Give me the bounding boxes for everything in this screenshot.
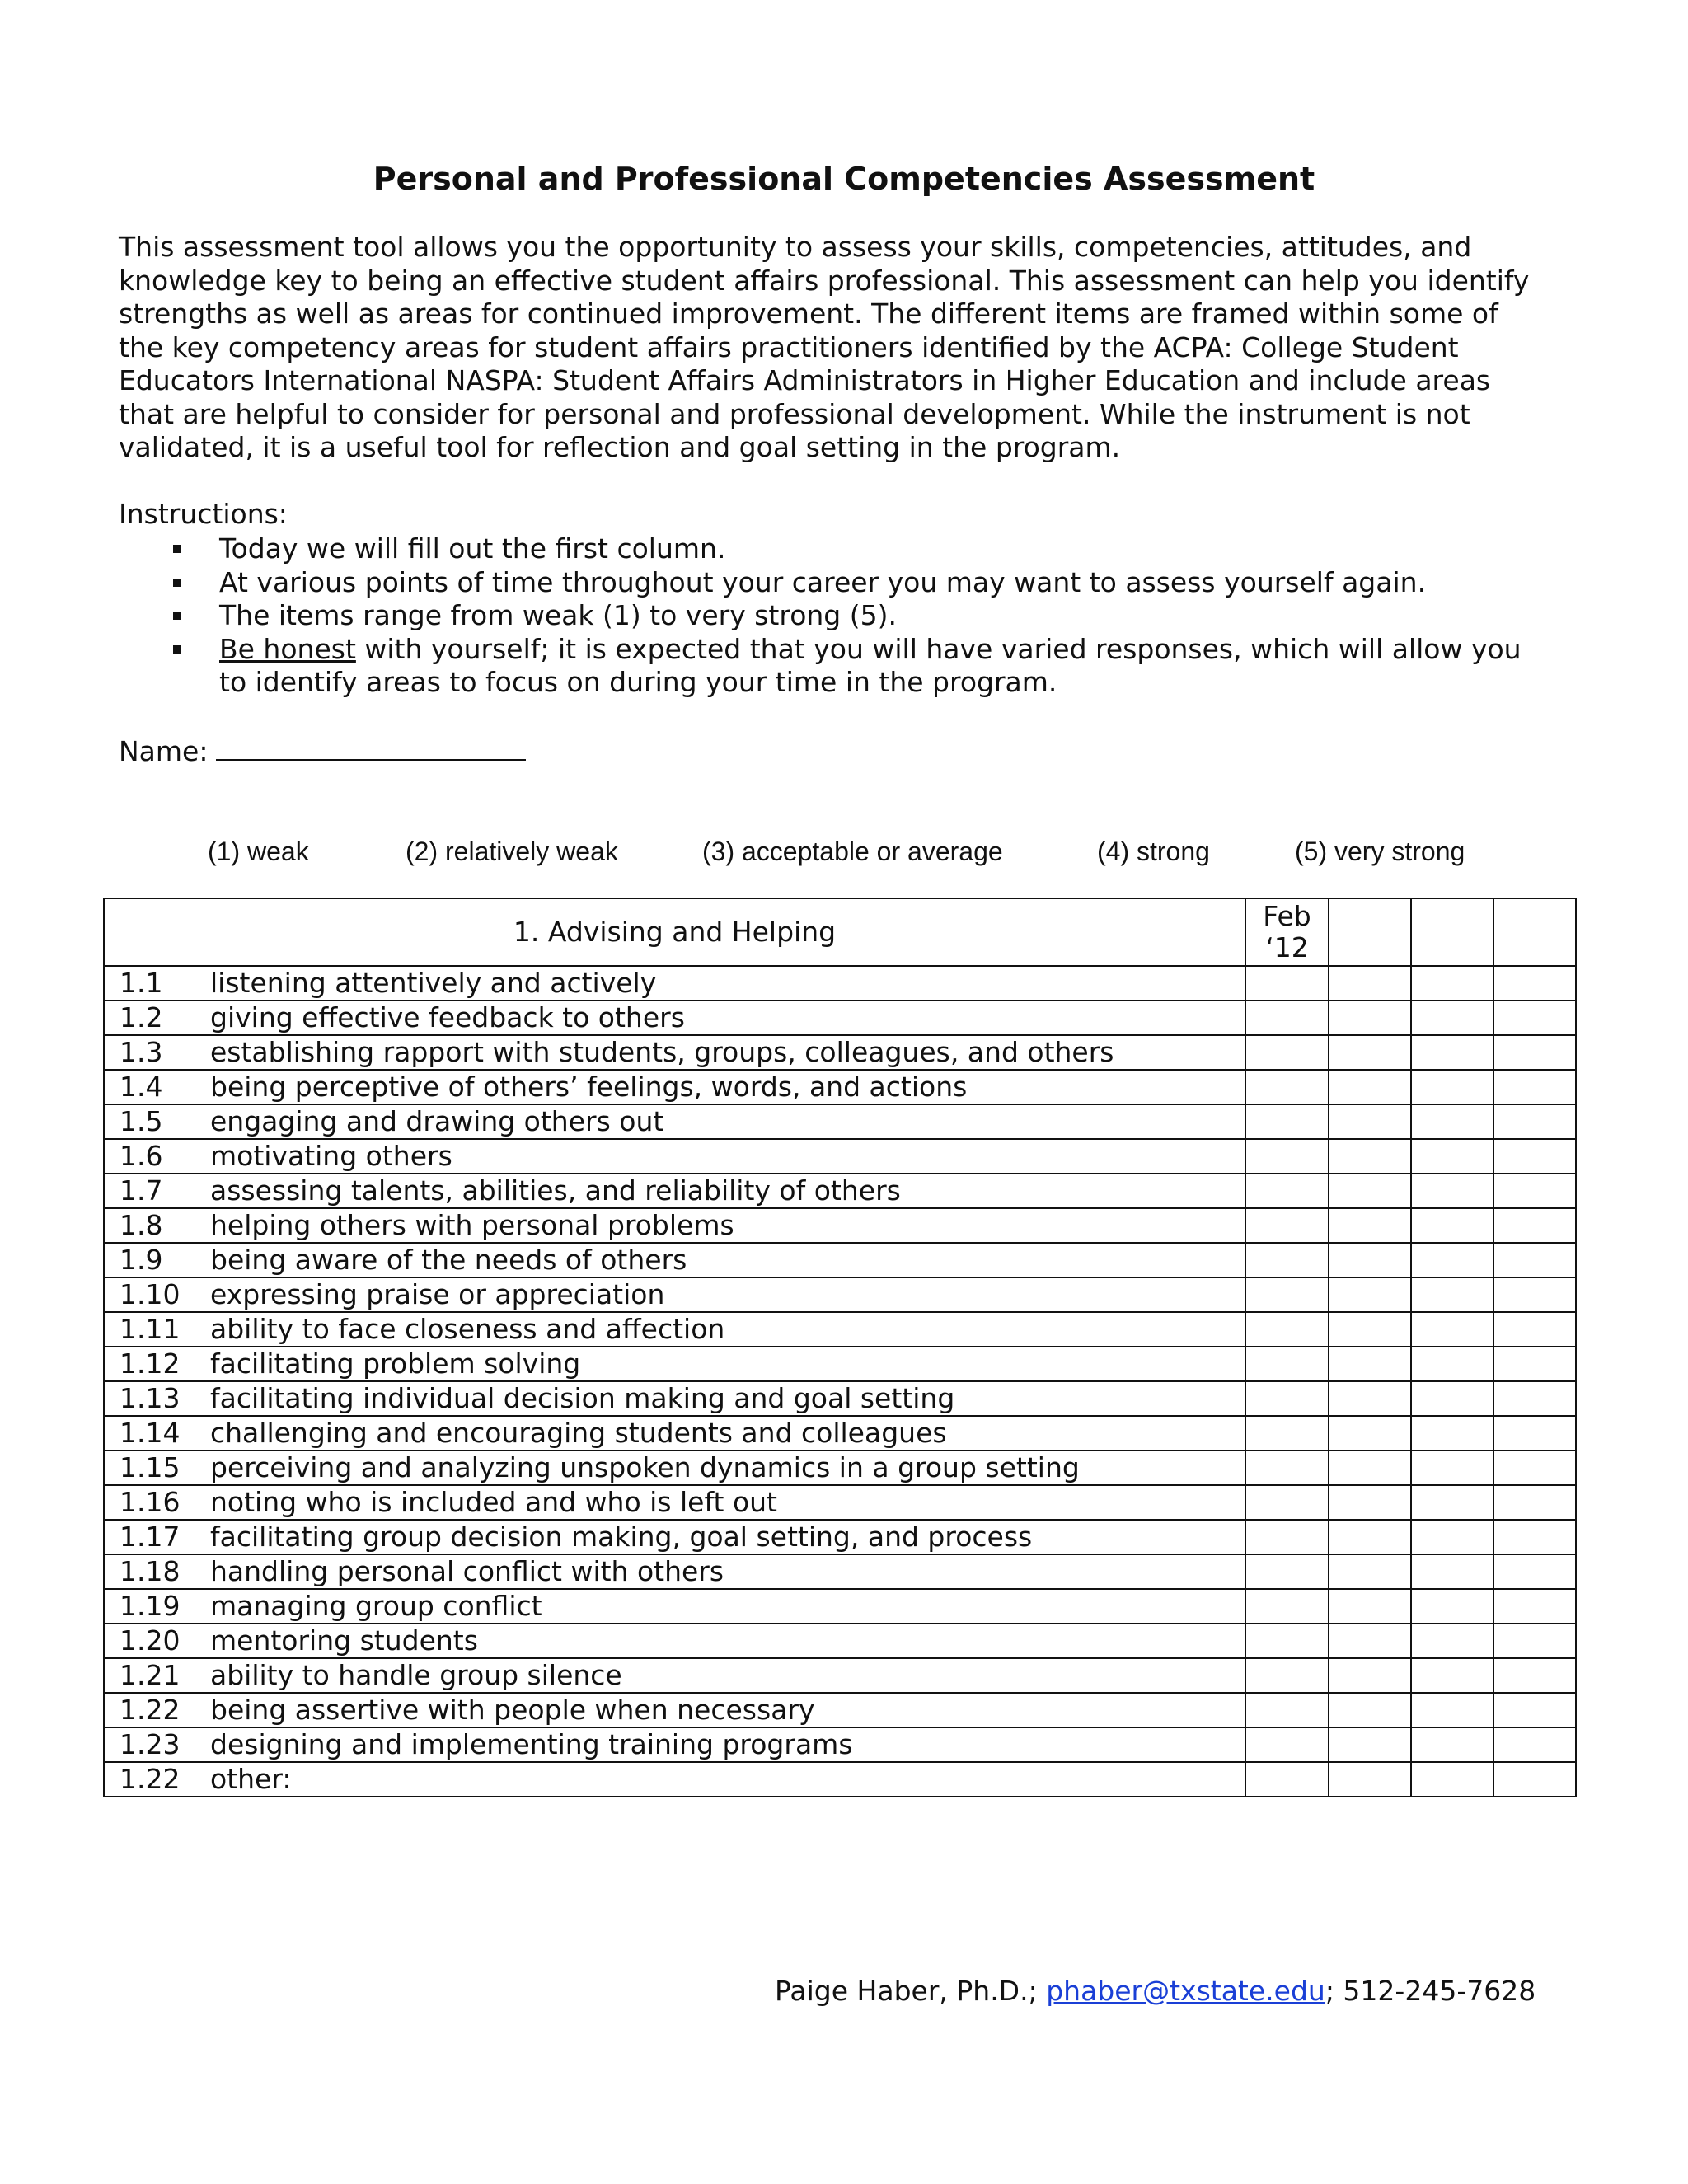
competency-item bbox=[104, 1762, 1245, 1797]
item-text: assessing talents, abilities, and reliability of others bbox=[210, 1174, 901, 1207]
rating-cell[interactable] bbox=[1245, 1589, 1329, 1624]
table-row bbox=[104, 1104, 1576, 1139]
instruction-text-line: to identify areas to focus on during your time in the program. bbox=[219, 666, 1057, 698]
item-number: 1.2 bbox=[120, 1001, 163, 1033]
rating-cell[interactable] bbox=[1245, 1035, 1329, 1070]
rating-cell[interactable] bbox=[1411, 1554, 1493, 1589]
intro-line: validated, it is a useful tool for reflection and goal setting in the program. bbox=[119, 431, 1121, 463]
item-text: listening attentively and actively bbox=[210, 967, 657, 999]
item-text: managing group conflict bbox=[210, 1590, 542, 1622]
instruction-item bbox=[119, 633, 1586, 700]
rating-cell[interactable] bbox=[1329, 1589, 1411, 1624]
section-title: 1. Advising and Helping bbox=[104, 898, 1245, 966]
item-number: 1.20 bbox=[120, 1624, 181, 1657]
item-text: ability to face closeness and affection bbox=[210, 1313, 725, 1345]
date-column-header bbox=[1245, 898, 1329, 966]
table-row bbox=[104, 1277, 1576, 1312]
rating-cell[interactable] bbox=[1493, 1451, 1576, 1485]
item-text: being perceptive of others’ feelings, words, and actions bbox=[210, 1071, 968, 1103]
footer-contact bbox=[775, 1975, 1536, 2008]
rating-cell[interactable] bbox=[1245, 1693, 1329, 1727]
rating-cell[interactable] bbox=[1245, 1174, 1329, 1208]
rating-cell[interactable] bbox=[1329, 1174, 1411, 1208]
square-bullet-icon bbox=[173, 579, 181, 587]
item-number: 1.10 bbox=[120, 1278, 181, 1310]
name-label: Name: bbox=[119, 735, 209, 767]
rating-cell[interactable] bbox=[1411, 1243, 1493, 1277]
rating-cell[interactable] bbox=[1493, 1277, 1576, 1312]
instruction-item bbox=[119, 599, 1586, 633]
instruction-emphasis: Be honest bbox=[219, 632, 356, 665]
rating-cell[interactable] bbox=[1493, 1139, 1576, 1174]
rating-cell[interactable] bbox=[1411, 1624, 1493, 1658]
item-text: handling personal conflict with others bbox=[210, 1555, 724, 1587]
rating-cell[interactable] bbox=[1493, 1243, 1576, 1277]
rating-cell[interactable] bbox=[1411, 1381, 1493, 1416]
competency-item bbox=[104, 1174, 1245, 1208]
item-number: 1.15 bbox=[120, 1451, 181, 1483]
rating-cell[interactable] bbox=[1411, 1693, 1493, 1727]
rating-cell[interactable] bbox=[1329, 1658, 1411, 1693]
scale-label-1: (1) weak bbox=[208, 837, 309, 866]
square-bullet-icon bbox=[173, 645, 181, 654]
competency-table bbox=[103, 898, 1577, 1797]
item-number: 1.8 bbox=[120, 1209, 163, 1241]
rating-cell[interactable] bbox=[1329, 1416, 1411, 1451]
rating-cell[interactable] bbox=[1411, 1104, 1493, 1139]
rating-cell[interactable] bbox=[1329, 1381, 1411, 1416]
assessment-column-header bbox=[1411, 898, 1493, 966]
item-number: 1.9 bbox=[120, 1244, 163, 1276]
rating-cell[interactable] bbox=[1411, 1208, 1493, 1243]
item-number: 1.13 bbox=[120, 1382, 181, 1414]
assessment-column-header bbox=[1493, 898, 1576, 966]
rating-cell[interactable] bbox=[1245, 1520, 1329, 1554]
rating-cell[interactable] bbox=[1329, 1520, 1411, 1554]
square-bullet-icon bbox=[173, 612, 181, 620]
rating-cell[interactable] bbox=[1493, 1104, 1576, 1139]
rating-cell[interactable] bbox=[1411, 1139, 1493, 1174]
item-number: 1.22 bbox=[120, 1694, 181, 1726]
competency-item bbox=[104, 966, 1245, 1001]
item-number: 1.21 bbox=[120, 1659, 181, 1691]
item-number: 1.17 bbox=[120, 1521, 181, 1553]
item-text: mentoring students bbox=[210, 1624, 478, 1657]
rating-cell[interactable] bbox=[1493, 1416, 1576, 1451]
scale-label-2: (2) relatively weak bbox=[406, 837, 618, 866]
rating-cell[interactable] bbox=[1329, 1762, 1411, 1797]
instructions-list bbox=[119, 532, 1586, 700]
assessment-column-header bbox=[1329, 898, 1411, 966]
item-text: facilitating problem solving bbox=[210, 1347, 581, 1380]
item-text: designing and implementing training programs bbox=[210, 1728, 853, 1760]
rating-cell[interactable] bbox=[1245, 1416, 1329, 1451]
page-title: Personal and Professional Competencies Assessment bbox=[373, 161, 1315, 197]
instruction-text: The items range from weak (1) to very strong (5). bbox=[219, 599, 897, 631]
rating-cell[interactable] bbox=[1245, 1624, 1329, 1658]
rating-cell[interactable] bbox=[1245, 1658, 1329, 1693]
rating-cell[interactable] bbox=[1245, 1451, 1329, 1485]
rating-cell[interactable] bbox=[1411, 1762, 1493, 1797]
table-row bbox=[104, 966, 1576, 1001]
item-number: 1.1 bbox=[120, 967, 163, 999]
table-row bbox=[104, 1001, 1576, 1035]
competency-item bbox=[104, 1416, 1245, 1451]
item-number: 1.23 bbox=[120, 1728, 181, 1760]
name-field[interactable] bbox=[119, 734, 526, 768]
rating-cell[interactable] bbox=[1245, 1762, 1329, 1797]
rating-cell[interactable] bbox=[1329, 1347, 1411, 1381]
rating-cell[interactable] bbox=[1329, 1070, 1411, 1104]
table-row bbox=[104, 1243, 1576, 1277]
item-text: facilitating individual decision making and goal setting bbox=[210, 1382, 955, 1414]
square-bullet-icon bbox=[173, 545, 181, 553]
competency-item bbox=[104, 1139, 1245, 1174]
rating-cell[interactable] bbox=[1493, 1208, 1576, 1243]
rating-cell[interactable] bbox=[1329, 1451, 1411, 1485]
rating-cell[interactable] bbox=[1329, 1727, 1411, 1762]
item-number: 1.22 bbox=[120, 1763, 181, 1795]
item-text: noting who is included and who is left out bbox=[210, 1486, 777, 1518]
item-number: 1.18 bbox=[120, 1555, 181, 1587]
rating-cell[interactable] bbox=[1411, 1451, 1493, 1485]
table-row bbox=[104, 1451, 1576, 1485]
item-text: other: bbox=[210, 1763, 292, 1795]
rating-cell[interactable] bbox=[1411, 1035, 1493, 1070]
table-row bbox=[104, 1208, 1576, 1243]
table-row bbox=[104, 1139, 1576, 1174]
table-header-row bbox=[104, 898, 1576, 966]
rating-cell[interactable] bbox=[1245, 1554, 1329, 1589]
name-blank-line[interactable] bbox=[216, 734, 526, 761]
rating-cell[interactable] bbox=[1329, 1139, 1411, 1174]
rating-cell[interactable] bbox=[1245, 966, 1329, 1001]
rating-cell[interactable] bbox=[1411, 1589, 1493, 1624]
competency-item bbox=[104, 1727, 1245, 1762]
item-number: 1.14 bbox=[120, 1417, 181, 1449]
table-row bbox=[104, 1347, 1576, 1381]
intro-line: the key competency areas for student affairs practitioners identified by the ACPA: College Student bbox=[119, 330, 1459, 363]
competency-item bbox=[104, 1589, 1245, 1624]
rating-cell[interactable] bbox=[1245, 1381, 1329, 1416]
item-text: expressing praise or appreciation bbox=[210, 1278, 665, 1310]
rating-cell[interactable] bbox=[1411, 1658, 1493, 1693]
rating-cell[interactable] bbox=[1329, 1693, 1411, 1727]
rating-cell[interactable] bbox=[1493, 1347, 1576, 1381]
intro-line: strengths as well as areas for continued improvement. The different items are framed within some of bbox=[119, 298, 1498, 330]
competency-item bbox=[104, 1347, 1245, 1381]
item-number: 1.12 bbox=[120, 1347, 181, 1380]
rating-cell[interactable] bbox=[1245, 1727, 1329, 1762]
competency-item bbox=[104, 1104, 1245, 1139]
table-row bbox=[104, 1416, 1576, 1451]
competency-item bbox=[104, 1277, 1245, 1312]
competency-item bbox=[104, 1001, 1245, 1035]
item-number: 1.6 bbox=[120, 1140, 163, 1172]
rating-cell[interactable] bbox=[1329, 1277, 1411, 1312]
rating-cell[interactable] bbox=[1245, 1243, 1329, 1277]
scale-label-3: (3) acceptable or average bbox=[702, 837, 1003, 866]
competency-item bbox=[104, 1554, 1245, 1589]
rating-cell[interactable] bbox=[1329, 1104, 1411, 1139]
item-text: helping others with personal problems bbox=[210, 1209, 734, 1241]
competency-item bbox=[104, 1243, 1245, 1277]
rating-cell[interactable] bbox=[1493, 1693, 1576, 1727]
rating-cell[interactable] bbox=[1411, 1312, 1493, 1347]
rating-cell[interactable] bbox=[1245, 1070, 1329, 1104]
rating-cell[interactable] bbox=[1411, 1520, 1493, 1554]
rating-cell[interactable] bbox=[1493, 1381, 1576, 1416]
item-number: 1.7 bbox=[120, 1174, 163, 1207]
rating-cell[interactable] bbox=[1493, 1727, 1576, 1762]
table-row bbox=[104, 1070, 1576, 1104]
intro-line: This assessment tool allows you the opportunity to assess your skills, competencies, attitudes, and bbox=[119, 231, 1472, 263]
rating-cell[interactable] bbox=[1411, 1485, 1493, 1520]
rating-cell[interactable] bbox=[1493, 1312, 1576, 1347]
instruction-item bbox=[119, 532, 1586, 566]
intro-line: that are helpful to consider for personal and professional development. While the instrument is not bbox=[119, 397, 1470, 430]
rating-cell[interactable] bbox=[1245, 1104, 1329, 1139]
rating-cell[interactable] bbox=[1493, 1001, 1576, 1035]
rating-cell[interactable] bbox=[1411, 1416, 1493, 1451]
table-row bbox=[104, 1174, 1576, 1208]
table-row bbox=[104, 1693, 1576, 1727]
table-row bbox=[104, 1589, 1576, 1624]
rating-cell[interactable] bbox=[1493, 1520, 1576, 1554]
rating-cell[interactable] bbox=[1493, 1658, 1576, 1693]
scale-label-4: (4) strong bbox=[1097, 837, 1210, 866]
rating-cell[interactable] bbox=[1329, 1208, 1411, 1243]
item-text: ability to handle group silence bbox=[210, 1659, 622, 1691]
rating-cell[interactable] bbox=[1245, 1312, 1329, 1347]
item-number: 1.16 bbox=[120, 1486, 181, 1518]
rating-cell[interactable] bbox=[1411, 1174, 1493, 1208]
competency-item bbox=[104, 1693, 1245, 1727]
table-row bbox=[104, 1312, 1576, 1347]
table-row bbox=[104, 1485, 1576, 1520]
competency-item bbox=[104, 1070, 1245, 1104]
item-number: 1.3 bbox=[120, 1036, 163, 1068]
footer-author: Paige Haber, Ph.D.; bbox=[775, 1975, 1047, 2007]
rating-cell[interactable] bbox=[1411, 1277, 1493, 1312]
item-text: challenging and encouraging students and colleagues bbox=[210, 1417, 947, 1449]
rating-cell[interactable] bbox=[1493, 1762, 1576, 1797]
competency-item bbox=[104, 1035, 1245, 1070]
scale-label-5: (5) very strong bbox=[1295, 837, 1465, 866]
competency-item bbox=[104, 1485, 1245, 1520]
table-row bbox=[104, 1762, 1576, 1797]
item-number: 1.4 bbox=[120, 1071, 163, 1103]
rating-cell[interactable] bbox=[1493, 1554, 1576, 1589]
rating-cell[interactable] bbox=[1493, 1624, 1576, 1658]
intro-line: Educators International NASPA: Student Affairs Administrators in Higher Education and include areas bbox=[119, 364, 1491, 396]
intro-line: knowledge key to being an effective student affairs professional. This assessment can help you identify bbox=[119, 264, 1530, 297]
rating-cell[interactable] bbox=[1329, 1485, 1411, 1520]
date-month: Feb bbox=[1263, 900, 1311, 932]
rating-cell[interactable] bbox=[1493, 1485, 1576, 1520]
rating-cell[interactable] bbox=[1493, 1174, 1576, 1208]
rating-cell[interactable] bbox=[1411, 1001, 1493, 1035]
rating-cell[interactable] bbox=[1245, 1001, 1329, 1035]
instruction-text-line bbox=[219, 633, 1586, 667]
rating-cell[interactable] bbox=[1411, 1727, 1493, 1762]
rating-cell[interactable] bbox=[1329, 1312, 1411, 1347]
rating-cell[interactable] bbox=[1245, 1347, 1329, 1381]
competency-item bbox=[104, 1208, 1245, 1243]
rating-cell[interactable] bbox=[1493, 1589, 1576, 1624]
competency-item bbox=[104, 1312, 1245, 1347]
rating-cell[interactable] bbox=[1245, 1277, 1329, 1312]
table-row bbox=[104, 1520, 1576, 1554]
item-text: giving effective feedback to others bbox=[210, 1001, 685, 1033]
instruction-text: with yourself; it is expected that you will have varied responses, which will allow you bbox=[355, 632, 1522, 665]
table-row bbox=[104, 1381, 1576, 1416]
rating-cell[interactable] bbox=[1329, 1624, 1411, 1658]
item-text: facilitating group decision making, goal setting, and process bbox=[210, 1521, 1033, 1553]
rating-cell[interactable] bbox=[1329, 966, 1411, 1001]
table-row bbox=[104, 1727, 1576, 1762]
table-row bbox=[104, 1658, 1576, 1693]
item-text: being aware of the needs of others bbox=[210, 1244, 687, 1276]
item-text: establishing rapport with students, groups, colleagues, and others bbox=[210, 1036, 1114, 1068]
instruction-text: At various points of time throughout your career you may want to assess yourself again. bbox=[219, 565, 1427, 598]
rating-cell[interactable] bbox=[1329, 1554, 1411, 1589]
instruction-item bbox=[119, 566, 1586, 600]
footer-phone: ; 512-245-7628 bbox=[1325, 1975, 1536, 2007]
item-number: 1.19 bbox=[120, 1590, 181, 1622]
rating-cell[interactable] bbox=[1245, 1485, 1329, 1520]
rating-cell[interactable] bbox=[1493, 1035, 1576, 1070]
rating-cell[interactable] bbox=[1329, 1243, 1411, 1277]
rating-cell[interactable] bbox=[1493, 966, 1576, 1001]
item-number: 1.11 bbox=[120, 1313, 181, 1345]
rating-cell[interactable] bbox=[1245, 1208, 1329, 1243]
item-text: engaging and drawing others out bbox=[210, 1105, 664, 1137]
competency-item bbox=[104, 1658, 1245, 1693]
table-row bbox=[104, 1554, 1576, 1589]
item-text: perceiving and analyzing unspoken dynamics in a group setting bbox=[210, 1451, 1080, 1483]
rating-cell[interactable] bbox=[1411, 1070, 1493, 1104]
rating-cell[interactable] bbox=[1329, 1035, 1411, 1070]
instructions-heading: Instructions: bbox=[119, 498, 288, 530]
rating-cell[interactable] bbox=[1245, 1139, 1329, 1174]
rating-cell[interactable] bbox=[1329, 1001, 1411, 1035]
item-text: being assertive with people when necessary bbox=[210, 1694, 815, 1726]
date-year: ‘12 bbox=[1265, 931, 1309, 963]
instruction-text: Today we will fill out the first column. bbox=[219, 532, 726, 565]
rating-cell[interactable] bbox=[1411, 1347, 1493, 1381]
competency-item bbox=[104, 1520, 1245, 1554]
intro-paragraph bbox=[119, 231, 1586, 465]
competency-item bbox=[104, 1451, 1245, 1485]
item-text: motivating others bbox=[210, 1140, 452, 1172]
table-row bbox=[104, 1624, 1576, 1658]
rating-cell[interactable] bbox=[1411, 966, 1493, 1001]
competency-item bbox=[104, 1381, 1245, 1416]
competency-item bbox=[104, 1624, 1245, 1658]
item-number: 1.5 bbox=[120, 1105, 163, 1137]
table-row bbox=[104, 1035, 1576, 1070]
rating-cell[interactable] bbox=[1493, 1070, 1576, 1104]
email-link[interactable]: phaber@txstate.edu bbox=[1046, 1975, 1325, 2007]
